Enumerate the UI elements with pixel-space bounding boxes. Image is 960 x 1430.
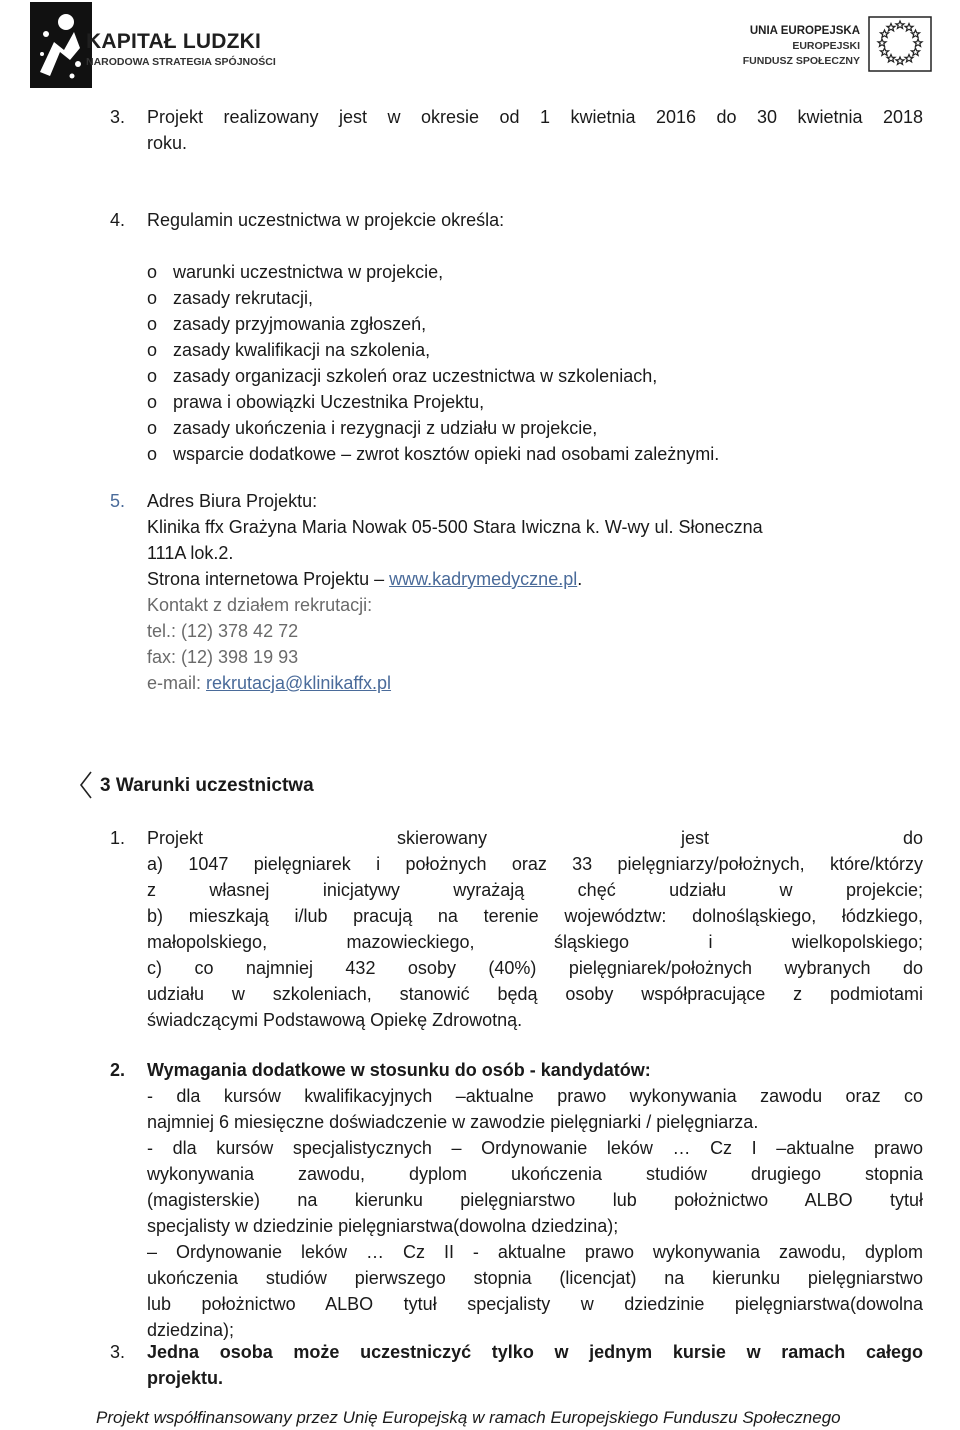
bullet-marker: o <box>147 262 158 282</box>
eu-line-3: FUNDUSZ SPOŁECZNY <box>742 55 860 67</box>
item-3-line-2: roku. <box>147 133 188 153</box>
condition-2-line: dziedzina); <box>147 1320 235 1340</box>
condition-2-line: lub położnictwo ALBO tytuł specjalisty w dziedzinie pielęgniarstwa(dowolna <box>147 1294 923 1314</box>
eu-line-1: UNIA EUROPEJSKA <box>749 25 860 37</box>
item-3-line-1: Projekt realizowany jest w okresie od 1 kwietnia 2016 do 30 kwietnia 2018 <box>147 107 923 127</box>
logo-subtitle: NARODOWA STRATEGIA SPÓJNOŚCI <box>86 56 276 68</box>
condition-1-line: małopolskiego, mazowieckiego, śląskiego i wielkopolskiego; <box>147 932 923 952</box>
item-3-number: 3. <box>110 107 126 127</box>
bullet-marker: o <box>147 418 158 438</box>
bullet-marker: o <box>147 392 158 412</box>
website-link[interactable]: www.kadrymedyczne.pl <box>389 569 578 589</box>
bullet-item: zasady kwalifikacji na szkolenia, <box>173 340 431 360</box>
office-address-line: Klinika ffx Grażyna Maria Nowak 05-500 Stara Iwiczna k. W-wy ul. Słoneczna <box>147 517 763 537</box>
bullet-item: zasady przyjmowania zgłoszeń, <box>173 314 427 334</box>
website-prefix: Strona internetowa Projektu – <box>147 569 390 589</box>
eu-line-2: EUROPEJSKI <box>792 40 860 52</box>
condition-2-line: najmniej 6 miesięczne doświadczenie w zawodzie pielęgniarki / pielęgniarza. <box>147 1112 759 1132</box>
phone-number: tel.: (12) 378 42 72 <box>147 621 299 641</box>
page-header <box>0 0 960 92</box>
section-arrow-icon <box>78 770 94 800</box>
bullet-marker: o <box>147 366 158 386</box>
condition-1-line: Projekt skierowany jest do <box>147 828 923 848</box>
condition-2-line: - dla kursów specjalistycznych – Ordynowanie leków … Cz I –aktualne prawo <box>147 1138 923 1158</box>
office-address-label: Adres Biura Projektu: <box>147 491 318 511</box>
condition-1-line: z własnej inicjatywy wyrażają chęć udziału w projekcie; <box>147 880 923 900</box>
condition-1-line: udziału w szkoleniach, stanowić będą osoby współpracujące z podmiotami <box>147 984 923 1004</box>
bullet-item: zasady rekrutacji, <box>173 288 314 308</box>
kapital-ludzki-logo-icon <box>30 2 92 88</box>
condition-3-line-2: projektu. <box>147 1368 224 1388</box>
email-line <box>147 670 391 696</box>
bullet-marker: o <box>147 444 158 464</box>
condition-1-line: świadczącymi Podstawową Opiekę Zdrowotną. <box>147 1010 523 1030</box>
project-website-line <box>147 566 582 592</box>
logo-title: KAPITAŁ LUDZKI <box>86 30 262 53</box>
bullet-marker: o <box>147 288 158 308</box>
bullet-item: prawa i obowiązki Uczestnika Projektu, <box>173 392 485 412</box>
bullet-item: zasady organizacji szkoleń oraz uczestnictwa w szkoleniach, <box>173 366 658 386</box>
bullet-marker: o <box>147 340 158 360</box>
condition-2-line: - dla kursów kwalifikacyjnych –aktualne prawo wykonywania zawodu oraz co <box>147 1086 923 1106</box>
condition-2-number: 2. <box>110 1060 126 1080</box>
condition-1-line: a) 1047 pielęgniarek i położnych oraz 33 pielęgniarzy/położnych, które/którzy <box>147 854 923 874</box>
bullet-item: warunki uczestnictwa w projekcie, <box>173 262 444 282</box>
item-4-number: 4. <box>110 210 126 230</box>
item-4-text: Regulamin uczestnictwa w projekcie określa: <box>147 210 505 230</box>
condition-2-line: ukończenia studiów pierwszego stopnia (licencjat) na kierunku pielęgniarstwo <box>147 1268 923 1288</box>
condition-3-number: 3. <box>110 1342 126 1362</box>
website-suffix: . <box>577 569 583 589</box>
fax-number: fax: (12) 398 19 93 <box>147 647 299 667</box>
condition-1-number: 1. <box>110 828 126 848</box>
recruitment-contact-label: Kontakt z działem rekrutacji: <box>147 595 373 615</box>
condition-2-line: specjalisty w dziedzinie pielęgniarstwa(dowolna dziedzina); <box>147 1216 619 1236</box>
condition-2-line: wykonywania zawodu, dyplom ukończenia studiów drugiego stopnia <box>147 1164 923 1184</box>
page-footer: Projekt współfinansowany przez Unię Europejską w ramach Europejskiego Funduszu Społecznego <box>96 1408 841 1427</box>
eu-flag-icon <box>868 16 932 72</box>
bullet-item: wsparcie dodatkowe – zwrot kosztów opieki nad osobami zależnymi. <box>173 444 720 464</box>
office-address-unit: 111A lok.2. <box>147 543 234 563</box>
email-link[interactable]: rekrutacja@klinikaffx.pl <box>206 673 392 693</box>
bullet-marker: o <box>147 314 158 334</box>
condition-1-line: c) co najmniej 432 osoby (40%) pielęgniarek/położnych wybranych do <box>147 958 923 978</box>
condition-2-line: (magisterskie) na kierunku pielęgniarstwo lub położnictwo ALBO tytuł <box>147 1190 923 1210</box>
eu-label <box>743 24 860 69</box>
email-prefix: e-mail: <box>147 673 207 693</box>
item-5-number: 5. <box>110 491 126 511</box>
condition-1-line: b) mieszkają i/lub pracują na terenie województw: dolnośląskiego, łódzkiego, <box>147 906 923 926</box>
condition-3-line-1: Jedna osoba może uczestniczyć tylko w jednym kursie w ramach całego <box>147 1342 923 1362</box>
section-heading: 3 Warunki uczestnictwa <box>100 775 314 796</box>
condition-2-line: – Ordynowanie leków … Cz II - aktualne prawo wykonywania zawodu, dyplom <box>147 1242 923 1262</box>
bullet-item: zasady ukończenia i rezygnacji z udziału w projekcie, <box>173 418 598 438</box>
condition-2-heading: Wymagania dodatkowe w stosunku do osób - kandydatów: <box>147 1060 651 1080</box>
